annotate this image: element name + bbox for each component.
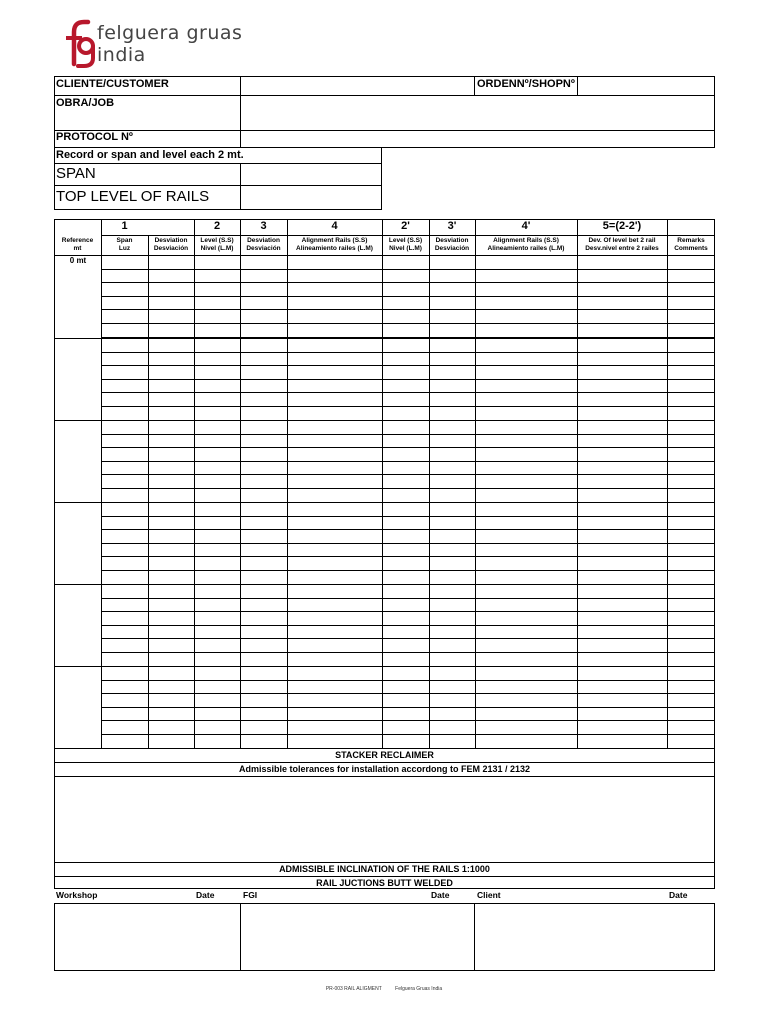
grid-line xyxy=(54,762,715,763)
column-header-line1: Alignment Rails (S.S) xyxy=(301,237,368,244)
grid-line xyxy=(101,543,715,544)
fgi-signature-box[interactable] xyxy=(241,904,473,970)
fgi-date-label: Date xyxy=(431,890,450,900)
tolerances-label: Admissible tolerances for installation accordong to FEM 2131 / 2132 xyxy=(238,764,531,774)
grid-line xyxy=(382,219,383,748)
client-signature-box[interactable] xyxy=(475,904,714,970)
workshop-label: Workshop xyxy=(56,890,98,900)
group-separator xyxy=(54,666,715,667)
grid-line xyxy=(101,269,715,270)
grid-line xyxy=(101,323,715,324)
column-header-line1: Span xyxy=(116,237,133,244)
first-reference: 0 mt xyxy=(69,256,87,265)
col-number: 2' xyxy=(401,220,410,232)
grid-line xyxy=(148,236,149,748)
fgi-label: FGI xyxy=(243,890,258,900)
column-header xyxy=(54,237,101,253)
grid-line xyxy=(101,693,715,694)
grid-line xyxy=(101,707,715,708)
grid-line xyxy=(101,734,715,735)
col-number: 2 xyxy=(213,220,221,232)
grid-line xyxy=(101,570,715,571)
grid-line xyxy=(54,255,715,256)
column-header xyxy=(429,237,475,253)
client-label: Client xyxy=(477,890,501,900)
column-header-line2: Desviación xyxy=(434,245,470,252)
grid-line xyxy=(101,680,715,681)
column-header-line2: Desv.nivel entre 2 railes xyxy=(585,245,659,252)
column-header-line1: Alignment Rails (S.S) xyxy=(493,237,559,244)
customer-label: CLIENTE/CUSTOMER xyxy=(56,78,169,90)
grid-line xyxy=(240,219,241,748)
grid-line xyxy=(101,352,715,353)
column-header-line2: Nivel (L.M) xyxy=(389,245,422,252)
grid-line xyxy=(101,611,715,612)
col-number: 4 xyxy=(331,220,338,232)
column-header xyxy=(194,237,240,253)
column-header xyxy=(667,237,715,253)
brand-name-line1: felguera gruas xyxy=(97,22,243,44)
column-header-line1: Reference xyxy=(61,237,94,244)
workshop-signature-box[interactable] xyxy=(55,904,239,970)
job-label: OBRA/JOB xyxy=(56,97,115,109)
grid-line xyxy=(287,219,288,748)
column-header xyxy=(240,237,287,253)
group-separator xyxy=(54,502,715,503)
grid-line xyxy=(101,625,715,626)
col-number: 3 xyxy=(260,220,267,232)
grid-line xyxy=(475,219,476,748)
col-number: 5=(2-2') xyxy=(602,220,642,232)
grid-line xyxy=(101,461,715,462)
group-separator xyxy=(54,584,715,585)
span-label: SPAN xyxy=(56,165,96,182)
col-number: 3' xyxy=(447,220,457,232)
column-header-line1: Desviation xyxy=(435,237,469,244)
column-header-line2: Desviación xyxy=(153,245,189,252)
junctions-label: RAIL JUCTIONS BUTT WELDED xyxy=(316,878,453,888)
column-header-line2: mt xyxy=(73,245,82,252)
column-header-line2: Nivel (L.M) xyxy=(200,245,234,252)
column-header-line1: Dev. Of level bet 2 rail xyxy=(588,237,656,244)
col-number: 1 xyxy=(121,220,128,232)
doc-reference: PR-003 RAIL ALIGMENT xyxy=(325,986,382,992)
grid-line xyxy=(101,235,715,236)
inclination-label: ADMISSIBLE INCLINATION OF THE RAILS 1:1000 xyxy=(279,864,490,874)
grid-line xyxy=(101,282,715,283)
column-header xyxy=(101,237,148,253)
grid-line xyxy=(101,638,715,639)
brand-name-line2: india xyxy=(97,44,146,66)
column-header-line1: Level (S.S) xyxy=(388,237,423,244)
grid-line xyxy=(429,219,430,748)
grid-line xyxy=(101,598,715,599)
column-header xyxy=(382,237,429,253)
grid-line xyxy=(101,309,715,310)
column-header-line1: Level (S.S) xyxy=(200,237,234,244)
tolerances-area[interactable] xyxy=(55,776,714,862)
grid-line xyxy=(101,296,715,297)
grid-line xyxy=(101,529,715,530)
grid-line xyxy=(101,516,715,517)
grid-line xyxy=(667,219,668,748)
grid-line xyxy=(101,379,715,380)
group-separator xyxy=(54,338,715,339)
footer-company: Felguera Gruas India xyxy=(395,986,443,992)
col-number: 4' xyxy=(521,220,531,232)
grid-line xyxy=(101,652,715,653)
grid-line xyxy=(101,434,715,435)
column-header xyxy=(287,237,382,253)
grid-line xyxy=(101,488,715,489)
column-header-line2: Desviación xyxy=(246,245,281,252)
grid-line xyxy=(54,748,715,749)
column-header xyxy=(148,237,194,253)
column-header xyxy=(577,237,667,253)
grid-line xyxy=(101,219,102,748)
column-header-line1: Remarks xyxy=(677,237,705,244)
order-label: ORDENNº/SHOPNº xyxy=(477,78,575,90)
grid-line xyxy=(54,862,715,863)
group-separator xyxy=(54,420,715,421)
protocol-label: PROTOCOL Nº xyxy=(56,131,133,143)
grid-line xyxy=(577,219,578,748)
grid-line xyxy=(101,406,715,407)
grid-line xyxy=(101,474,715,475)
top-level-label: TOP LEVEL OF RAILS xyxy=(56,188,210,205)
workshop-date-label: Date xyxy=(196,890,215,900)
page-footer xyxy=(0,986,768,992)
column-header-line2: Alineamiento railes (L.M) xyxy=(296,245,373,252)
column-header-line2: Luz xyxy=(118,245,131,252)
grid-line xyxy=(194,219,195,748)
grid-line xyxy=(101,720,715,721)
column-header-line2: Alineamiento railes (L.M) xyxy=(487,245,565,252)
grid-line xyxy=(101,365,715,366)
column-header xyxy=(475,237,577,253)
stacker-label: STACKER RECLAIMER xyxy=(335,750,434,760)
grid-line xyxy=(101,392,715,393)
column-header-line1: Desviation xyxy=(247,237,280,244)
column-header-line2: Comments xyxy=(674,245,708,252)
grid-line xyxy=(54,876,715,877)
grid-line xyxy=(101,447,715,448)
grid-line xyxy=(101,556,715,557)
client-date-label: Date xyxy=(669,890,688,900)
column-header-line1: Desviation xyxy=(154,237,188,244)
record-text: Record or span and level each 2 mt. xyxy=(56,149,244,161)
